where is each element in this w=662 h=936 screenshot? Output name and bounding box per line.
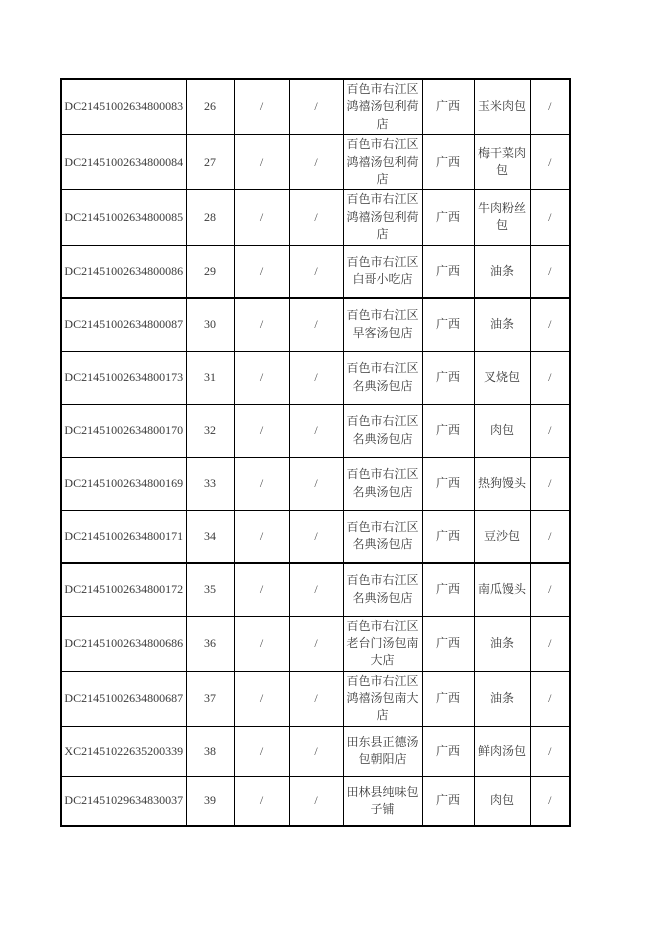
cell-seq-num: 39 — [186, 776, 234, 826]
cell-seq-num: 33 — [186, 457, 234, 510]
cell-store-name: 百色市右江区名典汤包店 — [343, 404, 422, 457]
table-row — [61, 135, 570, 190]
cell-slash: / — [234, 671, 289, 726]
cell-slash: / — [289, 563, 343, 616]
cell-product-name: 豆沙包 — [474, 510, 530, 563]
cell-slash: / — [530, 457, 570, 510]
table-row — [61, 616, 570, 671]
cell-slash: / — [234, 510, 289, 563]
cell-store-name: 田东县正德汤包朝阳店 — [343, 726, 422, 776]
cell-slash: / — [530, 298, 570, 351]
cell-sample-id: DC21451029634830037 — [61, 776, 186, 826]
cell-province: 广西 — [422, 457, 474, 510]
cell-slash: / — [289, 79, 343, 135]
data-table — [60, 78, 571, 827]
cell-store-name: 百色市右江区鸿禧汤包南大店 — [343, 671, 422, 726]
cell-seq-num: 28 — [186, 190, 234, 245]
cell-sample-id: DC21451002634800084 — [61, 135, 186, 190]
cell-slash: / — [530, 510, 570, 563]
cell-seq-num: 37 — [186, 671, 234, 726]
cell-slash: / — [234, 298, 289, 351]
cell-province: 广西 — [422, 135, 474, 190]
cell-province: 广西 — [422, 671, 474, 726]
cell-slash: / — [289, 457, 343, 510]
cell-slash: / — [530, 563, 570, 616]
cell-slash: / — [289, 135, 343, 190]
table-row — [61, 351, 570, 404]
cell-store-name: 百色市右江区鸿禧汤包利荷店 — [343, 190, 422, 245]
cell-province: 广西 — [422, 351, 474, 404]
cell-seq-num: 31 — [186, 351, 234, 404]
cell-slash: / — [530, 726, 570, 776]
cell-slash: / — [234, 404, 289, 457]
cell-slash: / — [234, 79, 289, 135]
cell-slash: / — [234, 351, 289, 404]
cell-product-name: 油条 — [474, 298, 530, 351]
cell-seq-num: 32 — [186, 404, 234, 457]
cell-product-name: 鲜肉汤包 — [474, 726, 530, 776]
cell-store-name: 百色市右江区老台门汤包南大店 — [343, 616, 422, 671]
cell-slash: / — [289, 298, 343, 351]
cell-product-name: 牛肉粉丝包 — [474, 190, 530, 245]
cell-slash: / — [530, 616, 570, 671]
cell-slash: / — [289, 616, 343, 671]
cell-store-name: 百色市右江区名典汤包店 — [343, 563, 422, 616]
cell-slash: / — [530, 135, 570, 190]
cell-province: 广西 — [422, 776, 474, 826]
cell-store-name: 百色市右江区白哥小吃店 — [343, 245, 422, 298]
cell-slash: / — [289, 245, 343, 298]
cell-sample-id: DC21451002634800086 — [61, 245, 186, 298]
cell-slash: / — [234, 135, 289, 190]
cell-sample-id: DC21451002634800173 — [61, 351, 186, 404]
table-row — [61, 563, 570, 616]
cell-sample-id: DC21451002634800087 — [61, 298, 186, 351]
table-row — [61, 79, 570, 135]
cell-province: 广西 — [422, 298, 474, 351]
cell-slash: / — [289, 190, 343, 245]
cell-slash: / — [289, 726, 343, 776]
cell-province: 广西 — [422, 245, 474, 298]
cell-slash: / — [530, 351, 570, 404]
cell-province: 广西 — [422, 404, 474, 457]
cell-province: 广西 — [422, 616, 474, 671]
cell-slash: / — [234, 563, 289, 616]
cell-slash: / — [289, 671, 343, 726]
cell-sample-id: DC21451002634800687 — [61, 671, 186, 726]
cell-sample-id: DC21451002634800686 — [61, 616, 186, 671]
cell-product-name: 油条 — [474, 245, 530, 298]
cell-seq-num: 29 — [186, 245, 234, 298]
cell-product-name: 叉烧包 — [474, 351, 530, 404]
cell-seq-num: 27 — [186, 135, 234, 190]
table-row — [61, 457, 570, 510]
cell-slash: / — [289, 351, 343, 404]
cell-seq-num: 34 — [186, 510, 234, 563]
cell-slash: / — [530, 776, 570, 826]
cell-product-name: 肉包 — [474, 776, 530, 826]
cell-province: 广西 — [422, 563, 474, 616]
cell-slash: / — [234, 190, 289, 245]
cell-seq-num: 35 — [186, 563, 234, 616]
cell-product-name: 南瓜馒头 — [474, 563, 530, 616]
cell-slash: / — [234, 616, 289, 671]
cell-sample-id: DC21451002634800171 — [61, 510, 186, 563]
cell-product-name: 梅干菜肉包 — [474, 135, 530, 190]
cell-slash: / — [289, 404, 343, 457]
cell-slash: / — [234, 245, 289, 298]
cell-slash: / — [234, 726, 289, 776]
table-row — [61, 726, 570, 776]
table-row — [61, 671, 570, 726]
cell-province: 广西 — [422, 510, 474, 563]
cell-store-name: 百色市右江区鸿禧汤包利荷店 — [343, 79, 422, 135]
cell-seq-num: 38 — [186, 726, 234, 776]
cell-slash: / — [530, 79, 570, 135]
cell-product-name: 油条 — [474, 616, 530, 671]
cell-store-name: 百色市右江区鸿禧汤包利荷店 — [343, 135, 422, 190]
cell-sample-id: DC21451002634800172 — [61, 563, 186, 616]
cell-store-name: 百色市右江区名典汤包店 — [343, 510, 422, 563]
cell-slash: / — [289, 776, 343, 826]
cell-store-name: 百色市右江区名典汤包店 — [343, 457, 422, 510]
cell-seq-num: 26 — [186, 79, 234, 135]
cell-slash: / — [530, 404, 570, 457]
cell-slash: / — [234, 776, 289, 826]
cell-store-name: 百色市右江区名典汤包店 — [343, 351, 422, 404]
cell-slash: / — [530, 671, 570, 726]
cell-product-name: 热狗馒头 — [474, 457, 530, 510]
cell-slash: / — [530, 245, 570, 298]
cell-province: 广西 — [422, 79, 474, 135]
table-row — [61, 190, 570, 245]
table-row — [61, 776, 570, 826]
cell-seq-num: 36 — [186, 616, 234, 671]
table-row — [61, 245, 570, 298]
cell-sample-id: XC21451022635200339 — [61, 726, 186, 776]
table-row — [61, 404, 570, 457]
cell-product-name: 玉米肉包 — [474, 79, 530, 135]
cell-store-name: 田林县纯味包子铺 — [343, 776, 422, 826]
cell-slash: / — [530, 190, 570, 245]
cell-sample-id: DC21451002634800083 — [61, 79, 186, 135]
table-row — [61, 510, 570, 563]
cell-sample-id: DC21451002634800085 — [61, 190, 186, 245]
cell-store-name: 百色市右江区早客汤包店 — [343, 298, 422, 351]
cell-province: 广西 — [422, 190, 474, 245]
cell-product-name: 油条 — [474, 671, 530, 726]
cell-product-name: 肉包 — [474, 404, 530, 457]
cell-sample-id: DC21451002634800170 — [61, 404, 186, 457]
cell-seq-num: 30 — [186, 298, 234, 351]
cell-slash: / — [289, 510, 343, 563]
cell-sample-id: DC21451002634800169 — [61, 457, 186, 510]
cell-province: 广西 — [422, 726, 474, 776]
cell-slash: / — [234, 457, 289, 510]
table-row — [61, 298, 570, 351]
